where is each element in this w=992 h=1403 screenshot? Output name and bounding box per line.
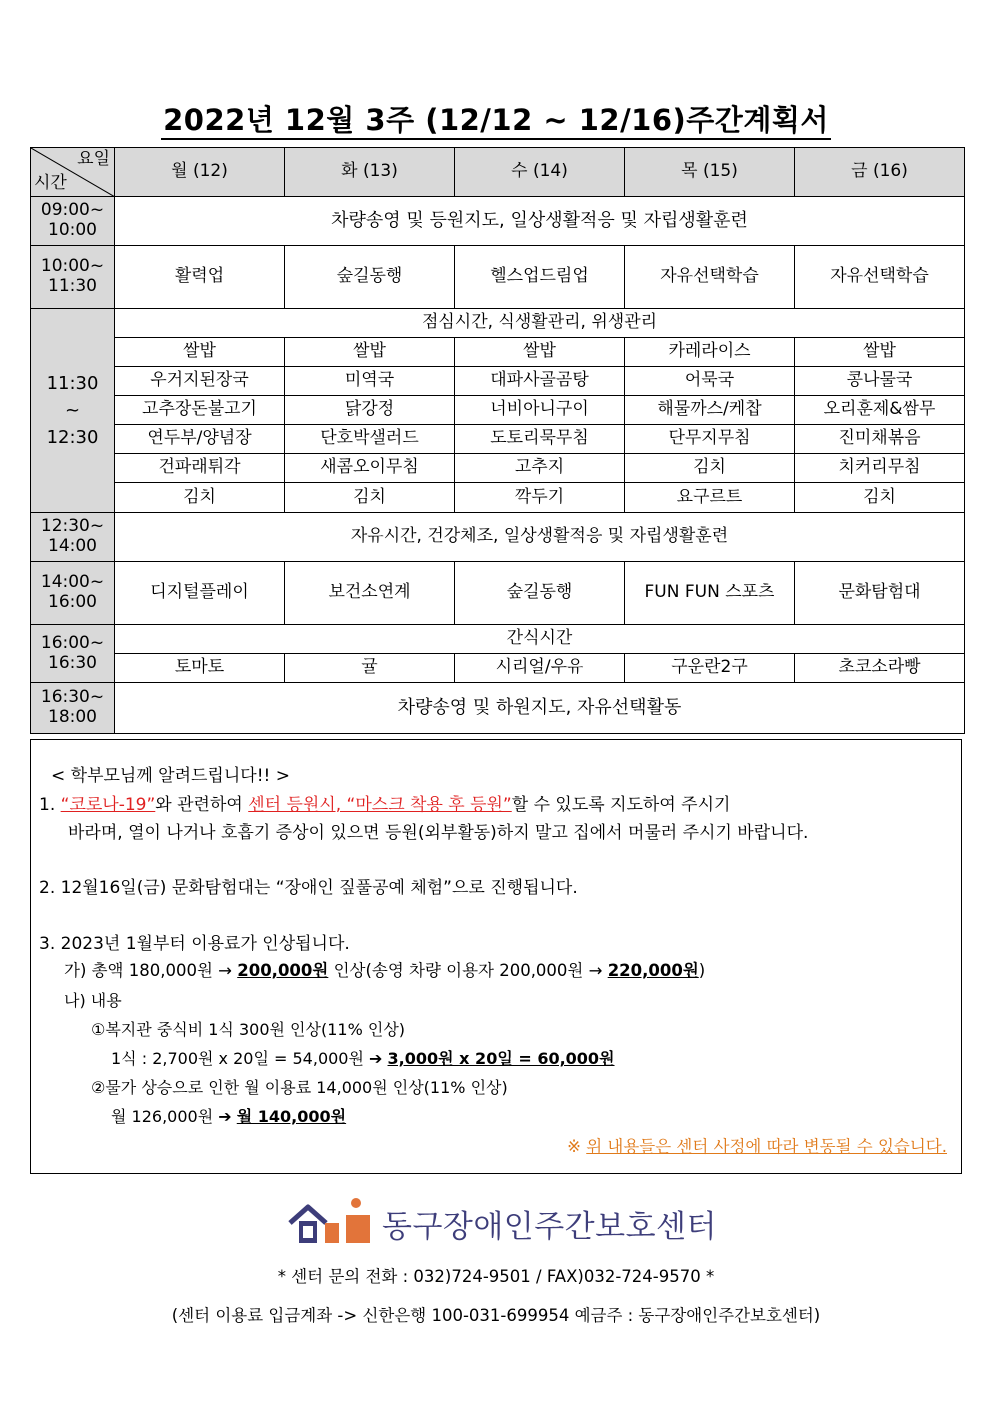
mask-highlight: 센터 등원시, “마스크 착용 후 등원” xyxy=(248,795,512,815)
time-cell: 16:00~ 16:30 xyxy=(31,625,115,683)
snack-item: 귤 xyxy=(285,654,455,683)
activity-cell: FUN FUN 스포츠 xyxy=(625,562,795,625)
time-cell: 16:30~ 18:00 xyxy=(31,683,115,734)
time-cell: 09:00~ 10:00 xyxy=(31,197,115,246)
menu-item: 고추장돈불고기 xyxy=(115,396,285,425)
notice-detail-2-calc: 월 126,000원 ➔ 월 140,000원 xyxy=(111,1107,347,1126)
activity-cell: 차량송영 및 등원지도, 일상생활적응 및 자립생활훈련 xyxy=(115,197,965,246)
menu-item: 건파래튀각 xyxy=(115,454,285,483)
menu-row xyxy=(31,454,965,483)
row-1630 xyxy=(31,683,965,734)
menu-item: 단무지무침 xyxy=(625,425,795,454)
activity-cell: 자유선택학습 xyxy=(625,246,795,309)
menu-item: 연두부/양념장 xyxy=(115,425,285,454)
corner-cell xyxy=(31,148,115,197)
menu-item: 김치 xyxy=(285,483,455,513)
activity-cell: 자유시간, 건강체조, 일상생활적응 및 자립생활훈련 xyxy=(115,513,965,562)
snack-row xyxy=(31,654,965,683)
activity-cell: 숲길동행 xyxy=(285,246,455,309)
activity-cell: 보건소연계 xyxy=(285,562,455,625)
menu-item: 해물까스/케찹 xyxy=(625,396,795,425)
arrow-icon: ➔ xyxy=(218,1107,232,1126)
menu-item: 진미채볶음 xyxy=(795,425,965,454)
notice-detail-1-calc: 1식 : 2,700원 x 20일 = 54,000원 ➔ 3,000원 x 20일 = 60,000원 xyxy=(111,1049,615,1068)
notice-item-3-na: 나) 내용 xyxy=(64,991,122,1010)
notice-box xyxy=(30,739,962,1174)
covid-label: “코로나-19” xyxy=(60,795,156,815)
menu-row xyxy=(31,483,965,513)
time-cell: 12:30~ 14:00 xyxy=(31,513,115,562)
corner-time-label: 시간 xyxy=(34,173,67,194)
menu-item: 대파사골곰탕 xyxy=(455,367,625,396)
day-header-thu: 목 (15) xyxy=(625,148,795,197)
menu-item: 새콤오이무침 xyxy=(285,454,455,483)
notice-header: < 학부모님께 알려드립니다!! > xyxy=(51,766,290,786)
activity-cell: 숲길동행 xyxy=(455,562,625,625)
snack-item: 토마토 xyxy=(115,654,285,683)
menu-item: 카레라이스 xyxy=(625,338,795,367)
org-name: 동구장애인주간보호센터 xyxy=(382,1209,717,1245)
notice-disclaimer: ※ 위 내용들은 센터 사정에 따라 변동될 수 있습니다. xyxy=(567,1137,947,1156)
notice-detail-1: ①복지관 중식비 1식 300원 인상(11% 인상) xyxy=(91,1020,406,1039)
day-header-wed: 수 (14) xyxy=(455,148,625,197)
menu-row xyxy=(31,367,965,396)
notice-item-1-cont: 바라며, 열이 나거나 호흡기 증상이 있으면 등원(외부활동)하지 말고 집에서 머물러 주시기 바랍니다. xyxy=(68,823,809,843)
time-cell: 10:00~ 11:30 xyxy=(31,246,115,309)
activity-cell: 헬스업드림업 xyxy=(455,246,625,309)
center-logo-icon xyxy=(288,1193,380,1249)
activity-cell: 활력업 xyxy=(115,246,285,309)
time-cell: 14:00~ 16:00 xyxy=(31,562,115,625)
menu-item: 오리훈제&쌈무 xyxy=(795,396,965,425)
time-cell: 11:30 ~ 12:30 xyxy=(31,309,115,513)
row-0900 xyxy=(31,197,965,246)
header-row xyxy=(31,148,965,197)
day-header-mon: 월 (12) xyxy=(115,148,285,197)
contact-info: * 센터 문의 전화 : 032)724-9501 / FAX)032-724-9570 * xyxy=(277,1267,715,1286)
menu-item: 너비아니구이 xyxy=(455,396,625,425)
menu-row xyxy=(31,425,965,454)
menu-item: 쌀밥 xyxy=(115,338,285,367)
menu-item: 미역국 xyxy=(285,367,455,396)
notice-item-3-head: 3. 2023년 1월부터 이용료가 인상됩니다. xyxy=(39,934,350,954)
snack-item: 초코소라빵 xyxy=(795,654,965,683)
snack-item: 시리얼/우유 xyxy=(455,654,625,683)
corner-day-label: 요일 xyxy=(77,149,110,169)
menu-item: 도토리묵무침 xyxy=(455,425,625,454)
weekly-schedule-table xyxy=(30,147,965,734)
activity-cell: 문화탐험대 xyxy=(795,562,965,625)
activity-cell: 차량송영 및 하원지도, 자유선택활동 xyxy=(115,683,965,734)
menu-item: 고추지 xyxy=(455,454,625,483)
lunch-heading: 점심시간, 식생활관리, 위생관리 xyxy=(115,309,965,338)
page-title: 2022년 12월 3주 (12/12 ~ 12/16)주간계획서 xyxy=(0,98,992,139)
row-1230 xyxy=(31,513,965,562)
menu-item: 닭강정 xyxy=(285,396,455,425)
notice-item-2: 2. 12월16일(금) 문화탐험대는 “장애인 짚풀공예 체험”으로 진행됩니다. xyxy=(39,878,578,898)
arrow-icon: ➔ xyxy=(369,1049,383,1068)
menu-item: 치커리무침 xyxy=(795,454,965,483)
row-1400 xyxy=(31,562,965,625)
menu-item: 쌀밥 xyxy=(455,338,625,367)
snack-heading: 간식시간 xyxy=(115,625,965,654)
row-1000 xyxy=(31,246,965,309)
menu-item: 쌀밥 xyxy=(285,338,455,367)
row-snack-heading xyxy=(31,625,965,654)
notice-detail-2: ②물가 상승으로 인한 월 이용료 14,000원 인상(11% 인상) xyxy=(91,1078,508,1097)
snack-item: 구운란2구 xyxy=(625,654,795,683)
activity-cell: 디지털플레이 xyxy=(115,562,285,625)
menu-item: 어묵국 xyxy=(625,367,795,396)
menu-item: 깍두기 xyxy=(455,483,625,513)
menu-item: 단호박샐러드 xyxy=(285,425,455,454)
menu-item: 콩나물국 xyxy=(795,367,965,396)
menu-item: 김치 xyxy=(115,483,285,513)
menu-row xyxy=(31,396,965,425)
notice-item-3-ga: 가) 총액 180,000원 → 200,000원 인상(송영 차량 이용자 200,000원 → 220,000원) xyxy=(64,961,706,980)
notice-item-1: 1. “코로나-19”와 관련하여 센터 등원시, “마스크 착용 후 등원”할 수 있도록 지도하여 주시기 xyxy=(39,795,731,815)
menu-item: 김치 xyxy=(795,483,965,513)
menu-item: 요구르트 xyxy=(625,483,795,513)
menu-item: 우거지된장국 xyxy=(115,367,285,396)
row-lunch-heading xyxy=(31,309,965,338)
menu-item: 김치 xyxy=(625,454,795,483)
day-header-fri: 금 (16) xyxy=(795,148,965,197)
day-header-tue: 화 (13) xyxy=(285,148,455,197)
bank-info: (센터 이용료 입금계좌 -> 신한은행 100-031-699954 예금주 : 동구장애인주간보호센터) xyxy=(171,1306,821,1325)
activity-cell: 자유선택학습 xyxy=(795,246,965,309)
menu-item: 쌀밥 xyxy=(795,338,965,367)
menu-row xyxy=(31,338,965,367)
